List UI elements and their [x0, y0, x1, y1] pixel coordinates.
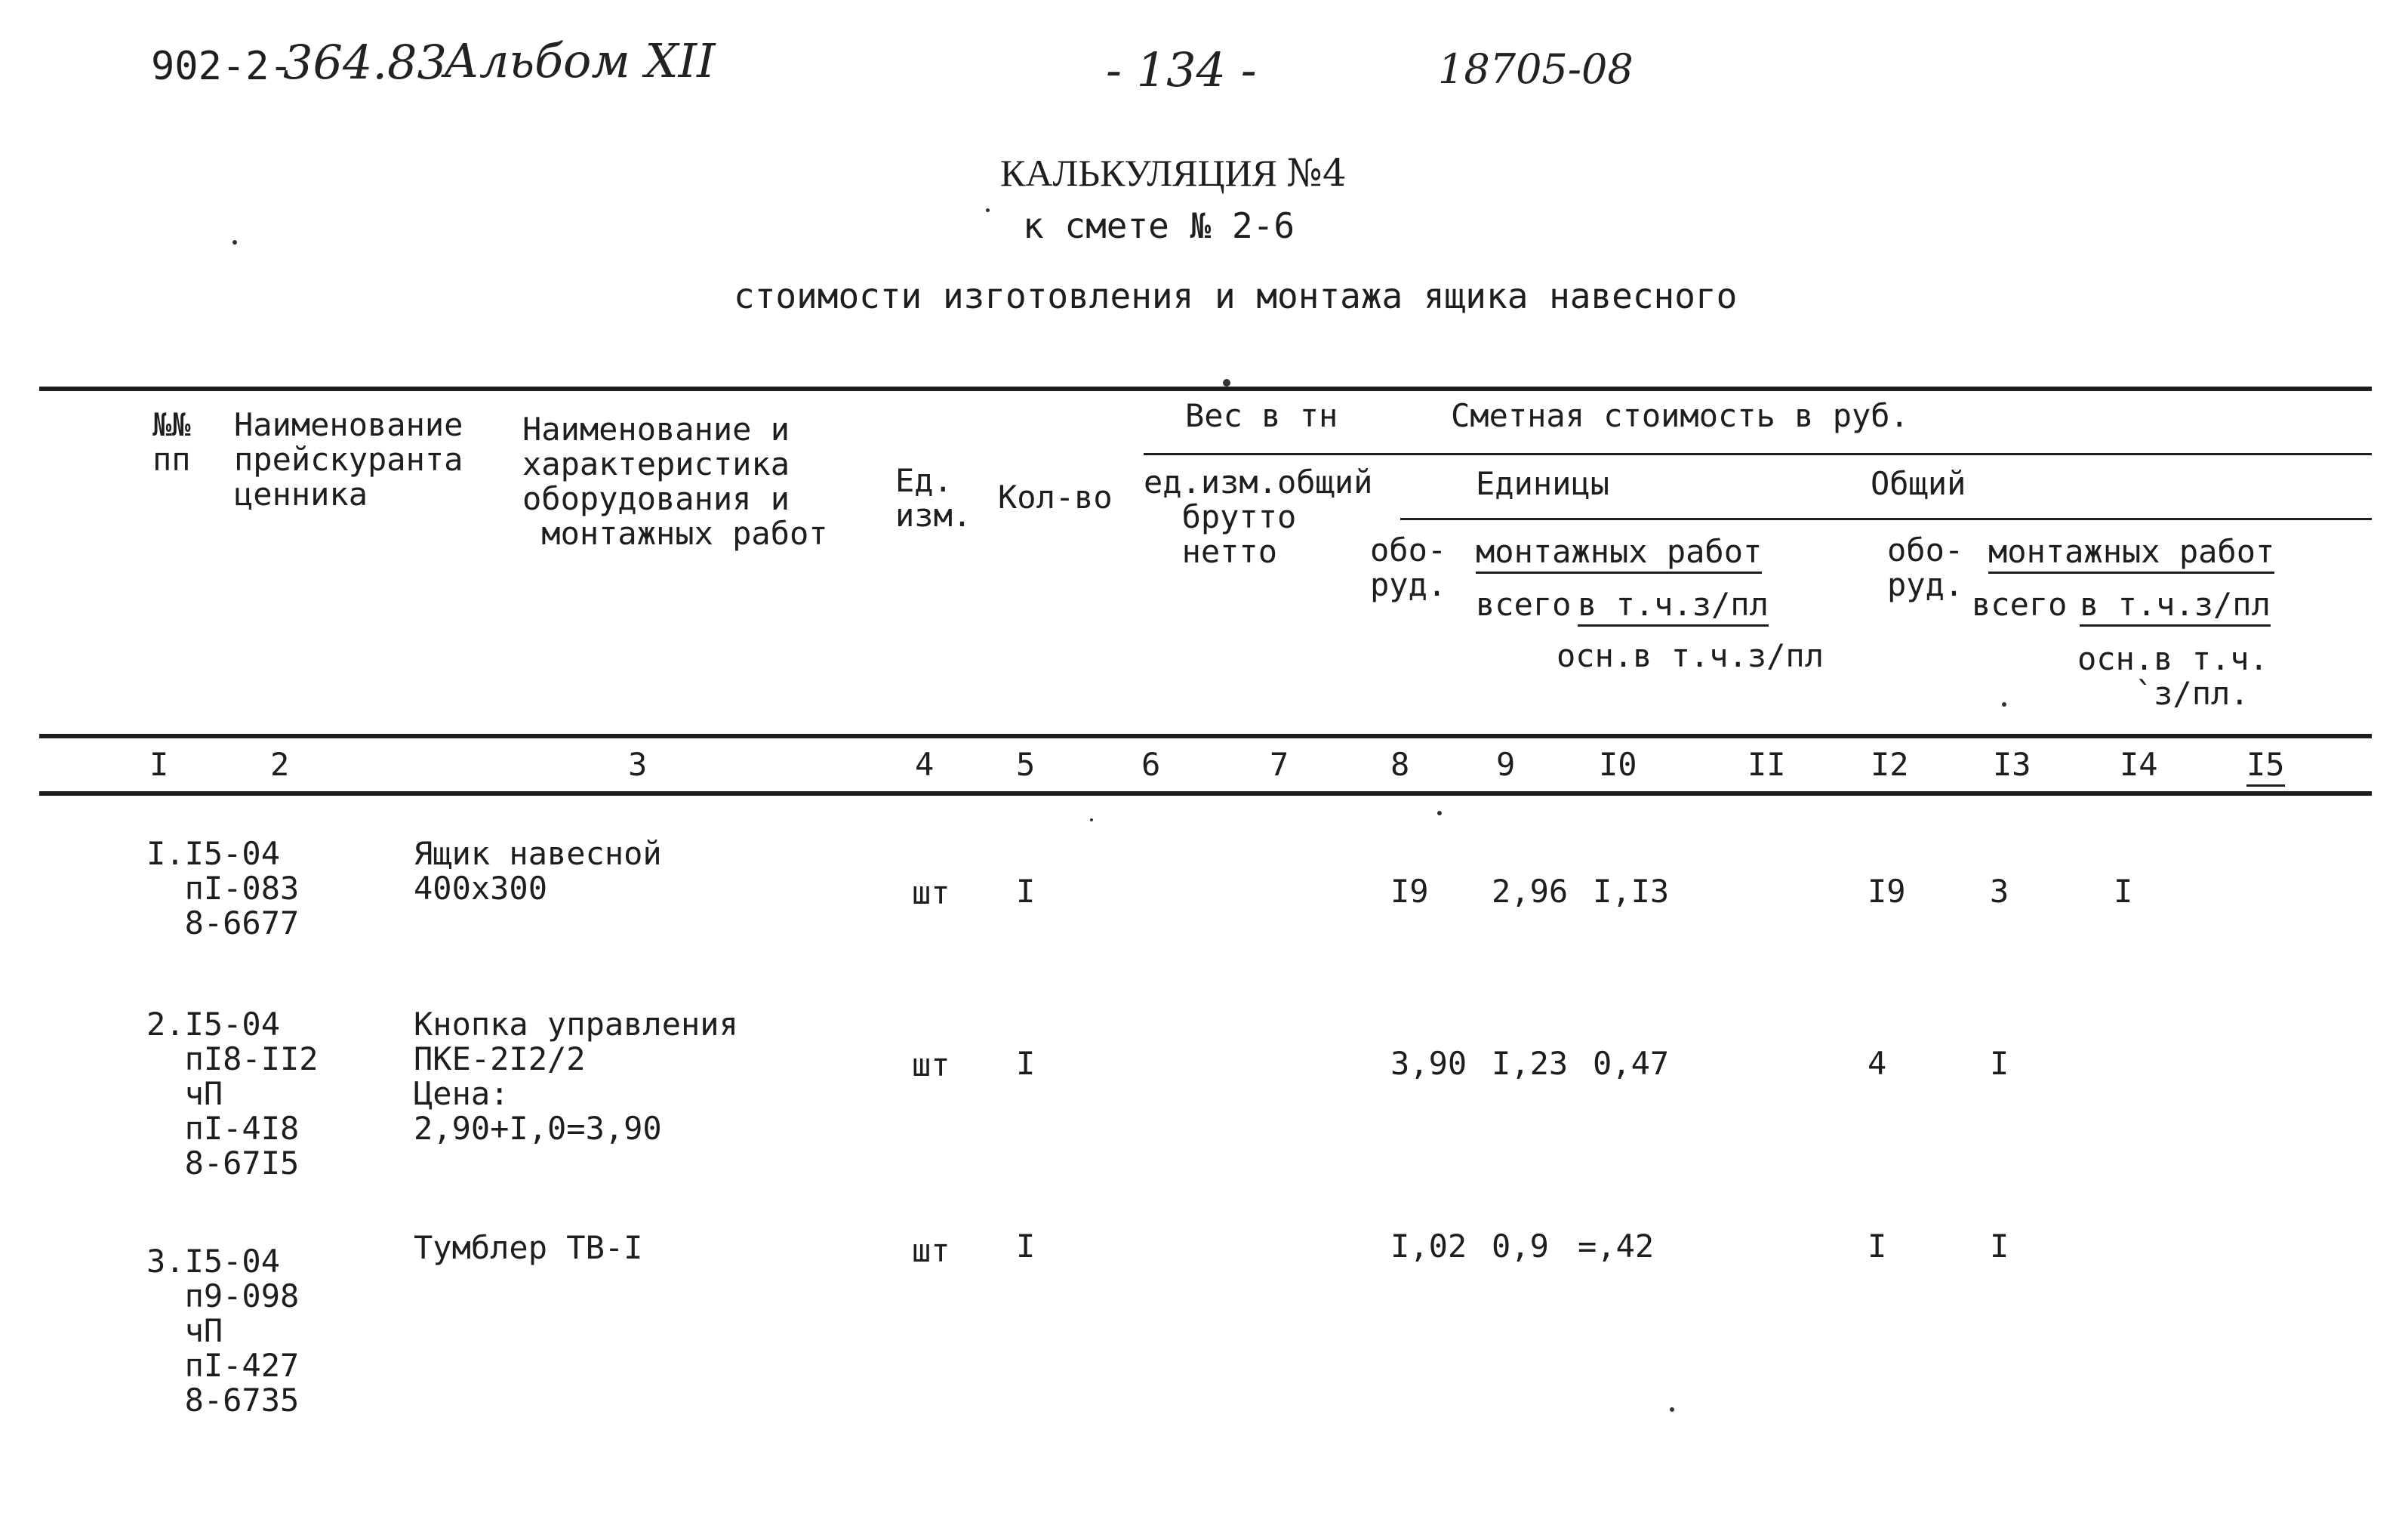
column-number: 2 [270, 746, 290, 783]
row-qty: I [1016, 873, 1036, 910]
column-number: 4 [915, 746, 935, 783]
scan-speck [986, 208, 990, 212]
column-number: I0 [1599, 746, 1637, 783]
header-weight-sub: ед.изм.общий брутто нетто [1144, 464, 1373, 570]
scan-speck [1670, 1407, 1674, 1412]
row-mount-all-unit: 2,96 [1492, 873, 1569, 910]
row-code: 3.I5-04 п9-098 чП пI-427 8-6735 [146, 1243, 300, 1419]
header-equip-total: обо- руд. [1887, 532, 1964, 603]
header-all-unit: всего [1476, 586, 1572, 623]
calculation-title-text: КАЛЬКУЛЯЦИЯ [1000, 152, 1278, 194]
calculation-number: №4 [1286, 151, 1347, 195]
row-name: Ящик навесной 400х300 [414, 835, 662, 907]
row-mount-wage-total: I [2114, 873, 2133, 910]
scan-speck [1090, 818, 1093, 821]
column-number [2246, 747, 2285, 782]
row-name: Кнопка управления ПКЕ-2I2/2 Цена: 2,90+I,0=3,90 [414, 1006, 738, 1147]
header-mount-total-text: монтажных работ [1988, 533, 2274, 574]
scan-speck [2002, 702, 2006, 707]
header-bottom-rule [39, 734, 2372, 738]
header-all-total: всего [1972, 586, 2068, 623]
table-top-rule [39, 387, 2372, 391]
header-osn-unit: осн.в т.ч.з/пл [1557, 637, 1824, 674]
header-incl-total [2080, 587, 2271, 622]
project-code: 902-2- [151, 44, 293, 89]
row-mount-all-total: I [1990, 1045, 2009, 1082]
column-number: 7 [1270, 746, 1289, 783]
header-incl-unit [1578, 587, 1769, 622]
row-name: Тумблер ТВ-I [414, 1229, 643, 1266]
row-mount-all-total: I [1990, 1228, 2009, 1265]
header-unit-group: Единицы [1476, 465, 1610, 502]
row-equipment-unit: I9 [1390, 873, 1429, 910]
header-mount-total [1988, 535, 2274, 569]
row-equipment-total: I [1868, 1228, 1887, 1265]
column-number: 5 [1016, 746, 1036, 783]
cost-sub-rule [1400, 518, 2372, 520]
column-numbers-rule [39, 791, 2372, 796]
scan-speck [232, 240, 237, 245]
row-unit: шт [912, 1232, 950, 1269]
calculation-subject: стоимости изготовления и монтажа ящика навесного [734, 276, 1738, 316]
row-mount-all-total: 3 [1990, 873, 2009, 910]
row-equipment-total: 4 [1868, 1045, 1887, 1082]
header-total-group: Общий [1871, 465, 1966, 502]
row-mount-wage-unit: =,42 [1578, 1228, 1655, 1265]
header-name: Наименование и характеристика оборудования и монтажных работ [522, 411, 828, 552]
calculation-title [1000, 151, 1347, 195]
row-mount-wage-unit: I,I3 [1593, 873, 1670, 910]
row-equipment-total: I9 [1868, 873, 1906, 910]
column-number-last: I5 [2246, 746, 2285, 787]
column-number: 9 [1496, 746, 1516, 783]
row-qty: I [1016, 1228, 1036, 1265]
row-code: 2.I5-04 пI8-II2 чП пI-4I8 8-67I5 [146, 1006, 319, 1182]
row-mount-wage-unit: 0,47 [1593, 1045, 1670, 1082]
header-num: №№ пп [152, 406, 191, 478]
column-number: I2 [1871, 746, 1909, 783]
page-number: - 134 - [1106, 42, 1257, 97]
row-unit: шт [912, 1046, 950, 1083]
header-incl-unit-text: в т.ч.з/пл [1578, 586, 1769, 627]
header-cost: Сметная стоимость в руб. [1451, 397, 1909, 434]
header-incl-total-text: в т.ч.з/пл [2080, 586, 2271, 627]
column-number: 8 [1390, 746, 1410, 783]
scan-speck [1223, 379, 1230, 387]
header-pricelist: Наименование прейскуранта ценника [234, 406, 463, 513]
album-label: Альбом XII [444, 33, 716, 88]
row-equipment-unit: I,02 [1390, 1228, 1467, 1265]
estimate-reference: к смете № 2-6 [1023, 205, 1295, 246]
column-number: I [149, 746, 169, 783]
scan-speck [1437, 811, 1442, 815]
weight-sub-rule [1144, 453, 2372, 455]
header-equip-unit: обо- руд. [1370, 532, 1447, 603]
row-mount-all-unit: 0,9 [1492, 1228, 1549, 1265]
column-number: II [1747, 746, 1786, 783]
header-unit: Ед. изм. [895, 462, 972, 534]
project-code-handwritten: 364.83 [283, 35, 447, 90]
column-number: I3 [1993, 746, 2031, 783]
row-qty: I [1016, 1045, 1036, 1082]
column-number: 6 [1141, 746, 1161, 783]
header-osn-total: осн.в т.ч. `з/пл. [2077, 640, 2268, 712]
header-weight: Вес в тн [1185, 397, 1338, 434]
header-mount-unit-text: монтажных работ [1476, 533, 1762, 574]
document-number: 18705-08 [1438, 45, 1634, 93]
column-number: I4 [2120, 746, 2158, 783]
row-code: I.I5-04 пI-083 8-6677 [146, 835, 300, 941]
row-unit: шт [912, 874, 950, 911]
column-number: 3 [628, 746, 648, 783]
row-mount-all-unit: I,23 [1492, 1045, 1569, 1082]
header-mount-unit [1476, 535, 1762, 569]
row-equipment-unit: 3,90 [1390, 1045, 1467, 1082]
header-qty: Кол-во [998, 479, 1113, 516]
